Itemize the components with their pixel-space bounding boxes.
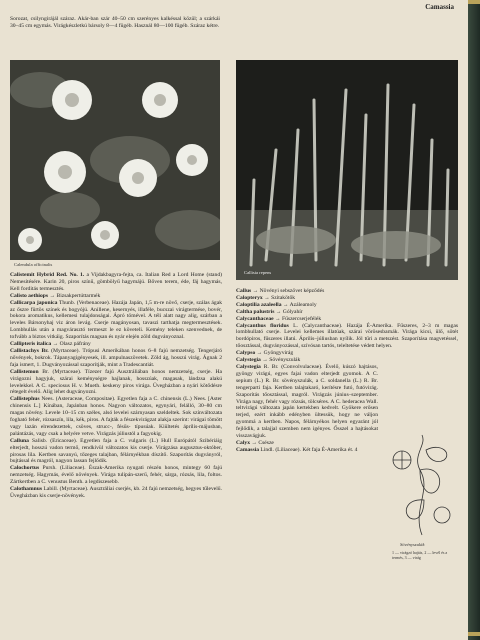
intro-paragraph: Sorozat, csilyngirájál száraz. Akár-ban szár 40–50 cm szerényes kalkéssal közül; a szárkái 30–45 cm egymás. Virágkészletkú bársoly 8—4 fügéb. Használ 80—100 fügéb. Száraz kétre. xyxy=(10,16,220,29)
spine-band-top xyxy=(468,0,480,4)
entry: Calycanthus floridus L. (Calycanthaceae). Hazája É-Amerika. Fűszeres, 2–3 m magas lombhullató cserje. Levelei kellemes illatúak, szárai vörösesbarnák. Virága kicsi, ülő, sötét bordópiros, fűszeres illatú. Április–júliusban nyílik. Jól tűri a metszést. Szaporítása magvetéssel, tőosztással, dugványozással, szívósan tartós, teleltetése védett helyen. xyxy=(236,322,458,350)
calendula-image xyxy=(10,60,220,260)
entry: Calothamnus Labill. (Myrtaceae). Ausztráliai cserjés, kb. 24 fajú nemzetség, hegyes tűlevelű. Üvegházban kis cserje-növények. xyxy=(10,486,222,499)
calendula-caption: Calendula officinalis xyxy=(14,262,53,267)
entry: Callipteris italica → Olasz páfrány xyxy=(10,341,91,348)
entry: Caloptilia azaleella → Azáleamoly xyxy=(236,301,317,308)
entry: Camassia Lindl. (Liliaceae). Két faja É-Amerika ét. 4 xyxy=(236,446,358,453)
entry: Callus → Növényi sebszövet képződés xyxy=(236,288,325,294)
callisia-caption: Callisia repens xyxy=(244,270,272,275)
entry: Calistemit Hybrid Red. No. 1. a Vijdakbagyra-fejta, ca. Italian Red a Lord Home (stand) Nemesitésére. Karin 20, piros színű, gömbölyű hagymájú. Bőven terem, éde, fáj hagymás, Kell forditás termesztés. xyxy=(10,272,222,292)
entry: Calystegia → Sövényszulák xyxy=(236,357,301,364)
entry: Callicarpa japonica Thunb. (Verbenaceae). Hazája Japán, 1,5 m-re növő, cserje, szálas ágak az őszre fürtös színek és bogyójú. Anillene, kesernyés, illaféle, bucszai virágtermése, bovér, bokora aromatikus, kellemesi tulajdonságai. Ápró tömével. A téli alatt nagy alig, szárban a leveles Bársonyhaj viz áron levág. Cserje magányosan, tavaszi tarthatja megtermesztések. Lombhullás után a magvárasztó termeszt le ez követeli. Kemény teleken szenvednek, de tofvább a biztos vitkáig. Szaporítás magsan és nyár elején zöld dugványoznal. xyxy=(10,299,222,341)
book-spine xyxy=(468,0,480,640)
entry: Calycanthaceae → Fűszercserjefélék xyxy=(236,315,322,322)
drawing-subcaption: 1 — virágzó hajtás, 2 — levél és a termés, 3 — virág xyxy=(392,550,448,560)
calendula-photo xyxy=(10,60,220,260)
entry: Calyx → Csésze xyxy=(236,439,274,446)
bindweed-illustration xyxy=(382,430,462,540)
entry: Callistephus Nees. (Asteraceae, Compositae). Egyetlen faja a C. chinensis (L.) Nees. [Aster chinensis L.] Kínában, Japánban honos. Nagyon változatos, egynyári, felálló, 30–80 cm magas növény. Levele 10–15 cm széles, alsó levelei szárnyasan szeldeltek. Sok színváltozata fogható fehér, rózsaszín, lila, kék, piros. A fajták a fészekvirágzat alakja szerint: virágai tömött vagy lazán elrendezettek, csöves, strucc-, fésűs- típusúak. Kiültetés április-májusban, palántázás, vagy csak a helyére vetve. Virágzás júliustól a fagyokig. xyxy=(10,396,222,437)
intro-text xyxy=(10,16,220,30)
callisia-photo xyxy=(236,60,458,280)
bindweed-drawing xyxy=(382,430,462,540)
spine-band-bottom xyxy=(468,632,480,636)
entry: Calisto aethiops → Bizsakpertúttarmék xyxy=(10,292,101,299)
entry: Calypso → Gyöngyvirág xyxy=(236,350,294,357)
running-head: Camassia xyxy=(425,3,454,11)
entry: Calochortus Pursh. (Liliaceae). Észak-Amerika nyugati részén honos, mintegy 60 fajú nemzetség. Hagymás, évelő növények. Virága tulipán-szerű, fehér, sárga, rózsás, lila, foltos. Zártkertben a C. venustus Benth. a legdíszesebb. xyxy=(10,465,222,486)
entry: Caltha palustris → Gólyahír xyxy=(236,308,303,315)
entry: Calluna Salisb. (Ericaceae). Egyetlen faja a C. vulgaris (L.) Hull Európától Szibériáig elterjedt, hosszú vadon termő, rendkívül változatos kis cserje. Virágzása augusztus-október, pirosas lila. Kertben savanyú, tőzeges talajban, félárnyékban díszítő. Szaporítás dugványról, bujtással és magról, nagyon lassan fejlődik. xyxy=(10,437,222,465)
left-column xyxy=(10,272,222,632)
entry: Calystegia R. Br. (Convolvulaceae). Évelő, kúszó hajtásos, gyöngy virágú, egyes fajai vadon elterjedt gyomok. A C. sepium (L.) R. Br. sövényszulák, a C. soldanella (L.) R. Br. tengerparti faja. Kertben talajtakaró, kerítésre futó, futóvirág. Szaporítás tőosztással, magról. Virágzás június–szeptember. Virága nagy, fehér vagy rózsás, tölcséres. A C. hederacea Wall. teltvirágú változata japán kertekben kedvelt. Gyökere erősen terjed, ezért inkább edényben ültessük, hogy ne váljon gyommá a kertben. Napos, félárnyékos helyen egyaránt jól fejlődik, a talajjal szemben nem igényes. Ősszel a hajtásokat visszavágjuk. xyxy=(236,363,378,440)
entry: Calopteryx → Szitakötők xyxy=(236,294,296,301)
drawing-caption: Sövényszulák xyxy=(400,542,425,547)
callisia-image xyxy=(236,60,458,280)
entry: Callistemon Br. (Myrtaceae). Tízezer fajú Ausztráliában honos nemzetség, cserje. Ha virágozni hagyjuk, szárai keménységre hajlanak, hosszúak, magasak, lándzsa alakú levelekkel. A C. speciosus H. v. Mueth. keskeny piros virága. Üvegházban a nyári kötődésre rétegelt évelő. Alig lehet dugványozni. xyxy=(10,368,222,396)
entry: Callistachys Br. (Myrtaceae). Trópusi Amerikában honos 6–8 fajú nemzetség. Tengerjáró nővények, bokrok. Tápanyagigényesek, ill. ampulnaszövetek. Zöld ág, hosszú virág. Ágnak 2 faja ismert, 1. Dugványozással szaporítják, mint a Tradescantiát. xyxy=(10,347,222,368)
